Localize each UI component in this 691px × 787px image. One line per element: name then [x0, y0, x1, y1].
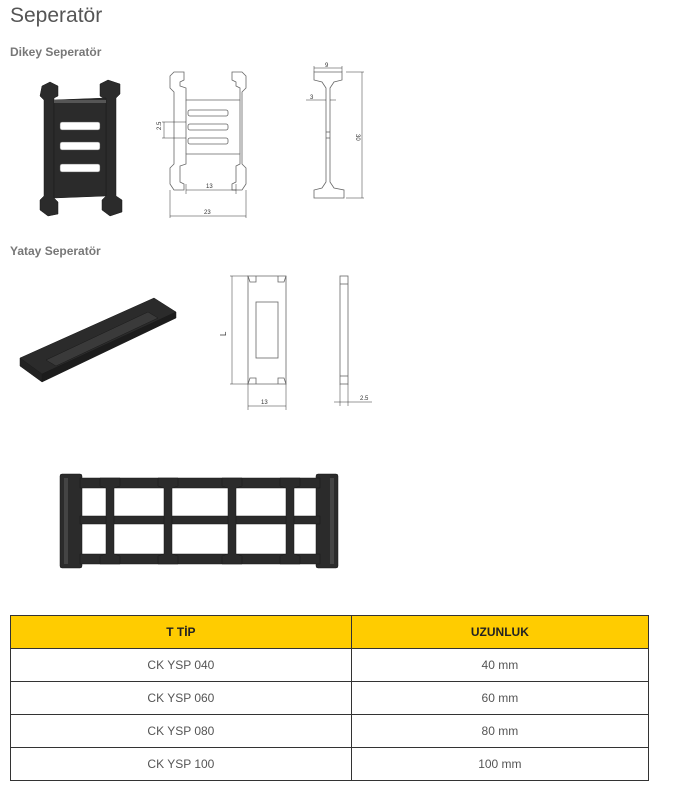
cell-length: 60 mm: [351, 682, 648, 715]
section-title-horizontal: Yatay Seperatör: [10, 244, 101, 258]
table-row: [11, 748, 649, 781]
cell-type: CK YSP 060: [11, 682, 352, 715]
table-row: [11, 682, 649, 715]
horizontal-separator-front-drawing: [214, 272, 294, 412]
header-length: UZUNLUK: [351, 616, 648, 649]
table-header-row: [11, 616, 649, 649]
section-title-vertical: Dikey Seperatör: [10, 45, 102, 59]
vertical-separator-side-drawing: [300, 62, 380, 208]
header-type: T TİP: [11, 616, 352, 649]
dim-horizontal-width: 13: [261, 400, 268, 406]
cell-length: 40 mm: [351, 649, 648, 682]
cell-type: CK YSP 080: [11, 715, 352, 748]
cell-length: 80 mm: [351, 715, 648, 748]
dim-horizontal-thickness: 2.5: [360, 396, 369, 402]
dim-side-web: 3: [310, 95, 314, 101]
dim-vertical-height: 2.5: [157, 121, 163, 130]
dim-side-height: 30: [354, 134, 360, 141]
dim-horizontal-length: L: [219, 331, 228, 336]
dim-side-top: 9: [325, 63, 329, 69]
vertical-separator-front-drawing: [150, 66, 260, 226]
horizontal-separator-image: [16, 294, 180, 386]
cell-type: CK YSP 100: [11, 748, 352, 781]
table-row: [11, 649, 649, 682]
table-row: [11, 715, 649, 748]
horizontal-separator-side-drawing: [328, 272, 378, 412]
spec-table: [10, 615, 649, 781]
assembled-separator-image: [58, 472, 340, 570]
page-title: Seperatör: [10, 4, 103, 27]
vertical-separator-image: [36, 78, 128, 218]
dim-vertical-inner: 13: [206, 184, 213, 190]
dim-vertical-width: 23: [204, 210, 211, 216]
cell-length: 100 mm: [351, 748, 648, 781]
cell-type: CK YSP 040: [11, 649, 352, 682]
